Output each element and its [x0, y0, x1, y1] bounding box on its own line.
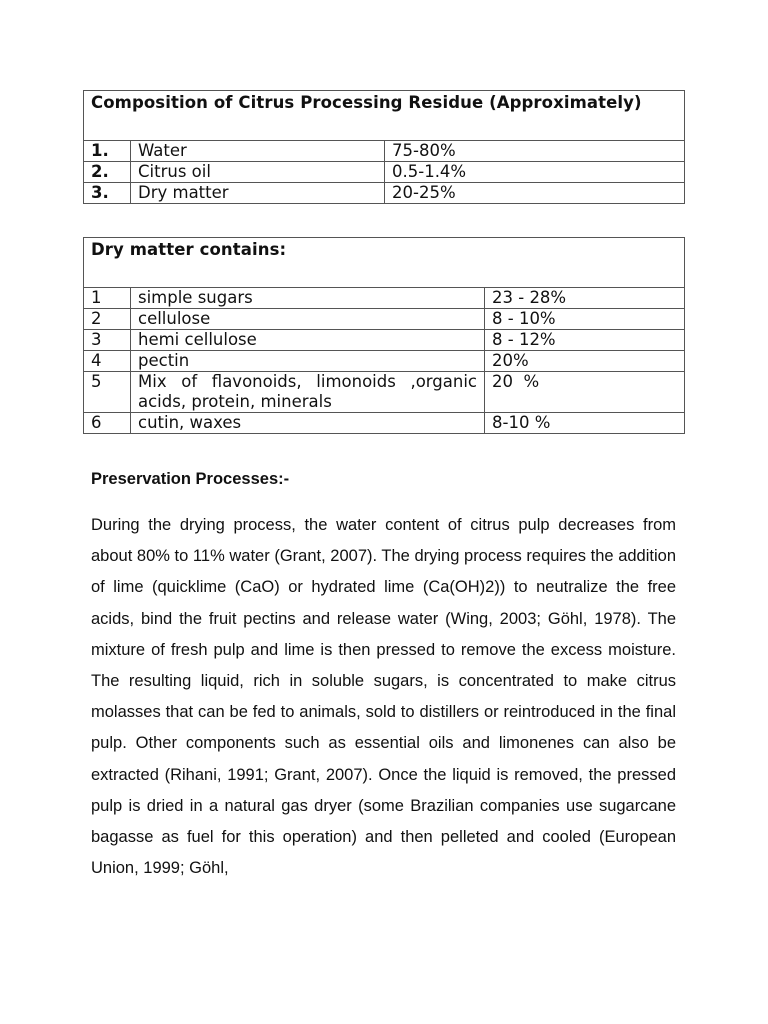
table-row	[84, 309, 685, 330]
table-row	[84, 413, 685, 434]
component-name: cutin, waxes	[131, 413, 485, 434]
table-row	[84, 141, 685, 162]
component-name-line1: Mix of flavonoids, limonoids ,organic	[138, 372, 477, 391]
row-number: 2.	[84, 162, 131, 183]
table-row	[84, 162, 685, 183]
row-number: 6	[84, 413, 131, 434]
row-number: 3	[84, 330, 131, 351]
component-value: 8-10 %	[485, 413, 685, 434]
body-paragraph: During the drying process, the water content of citrus pulp decreases from about 80% to 11% water (Grant, 2007). The drying process requires the addition of lime (quicklime (CaO) or hydrated lime (Ca(OH)2)) to neutralize the free acids, bind the fruit pectins and release water (Wing, 2003; Göhl, 1978). The mixture of fresh pulp and lime is then pressed to remove the excess moisture. The resulting liquid, rich in soluble sugars, is concentrated to make citrus molasses that can be fed to animals, sold to distillers or reintroduced in the final pulp. Other components such as essential oils and limonenes can also be extracted (Rihani, 1991; Grant, 2007). Once the liquid is removed, the pressed pulp is dried in a natural gas dryer (some Brazilian companies use sugarcane bagasse as fuel for this operation) and then pelleted and cooled (European Union, 1999; Göhl,	[91, 516, 676, 878]
component-name: pectin	[131, 351, 485, 372]
row-number: 3.	[84, 183, 131, 204]
component-value: 23 - 28%	[485, 288, 685, 309]
row-number: 4	[84, 351, 131, 372]
table-row	[84, 330, 685, 351]
composition-table-title: Composition of Citrus Processing Residue (Approximately)	[84, 91, 685, 141]
component-name: cellulose	[131, 309, 485, 330]
component-name: simple sugars	[131, 288, 485, 309]
row-number: 2	[84, 309, 131, 330]
component-value: 8 - 10%	[485, 309, 685, 330]
component-value: 20 %	[485, 372, 685, 413]
row-number: 1	[84, 288, 131, 309]
component-name: Citrus oil	[131, 162, 385, 183]
table-row	[84, 183, 685, 204]
section-heading: Preservation Processes:-	[91, 470, 290, 488]
table-title-row	[84, 238, 685, 288]
table-row	[84, 372, 685, 413]
row-number: 1.	[84, 141, 131, 162]
component-name-line2: acids, protein, minerals	[138, 392, 332, 411]
component-name: hemi cellulose	[131, 330, 485, 351]
component-value: 75-80%	[385, 141, 685, 162]
component-value: 0.5-1.4%	[385, 162, 685, 183]
composition-table	[83, 90, 685, 204]
table-row	[84, 351, 685, 372]
table-row	[84, 288, 685, 309]
table-title-row	[84, 91, 685, 141]
component-name	[131, 372, 485, 413]
dry-matter-table	[83, 237, 685, 434]
component-value: 8 - 12%	[485, 330, 685, 351]
component-name: Dry matter	[131, 183, 385, 204]
dry-matter-table-title: Dry matter contains:	[84, 238, 685, 288]
component-value: 20-25%	[385, 183, 685, 204]
component-value: 20%	[485, 351, 685, 372]
component-name: Water	[131, 141, 385, 162]
row-number: 5	[84, 372, 131, 413]
